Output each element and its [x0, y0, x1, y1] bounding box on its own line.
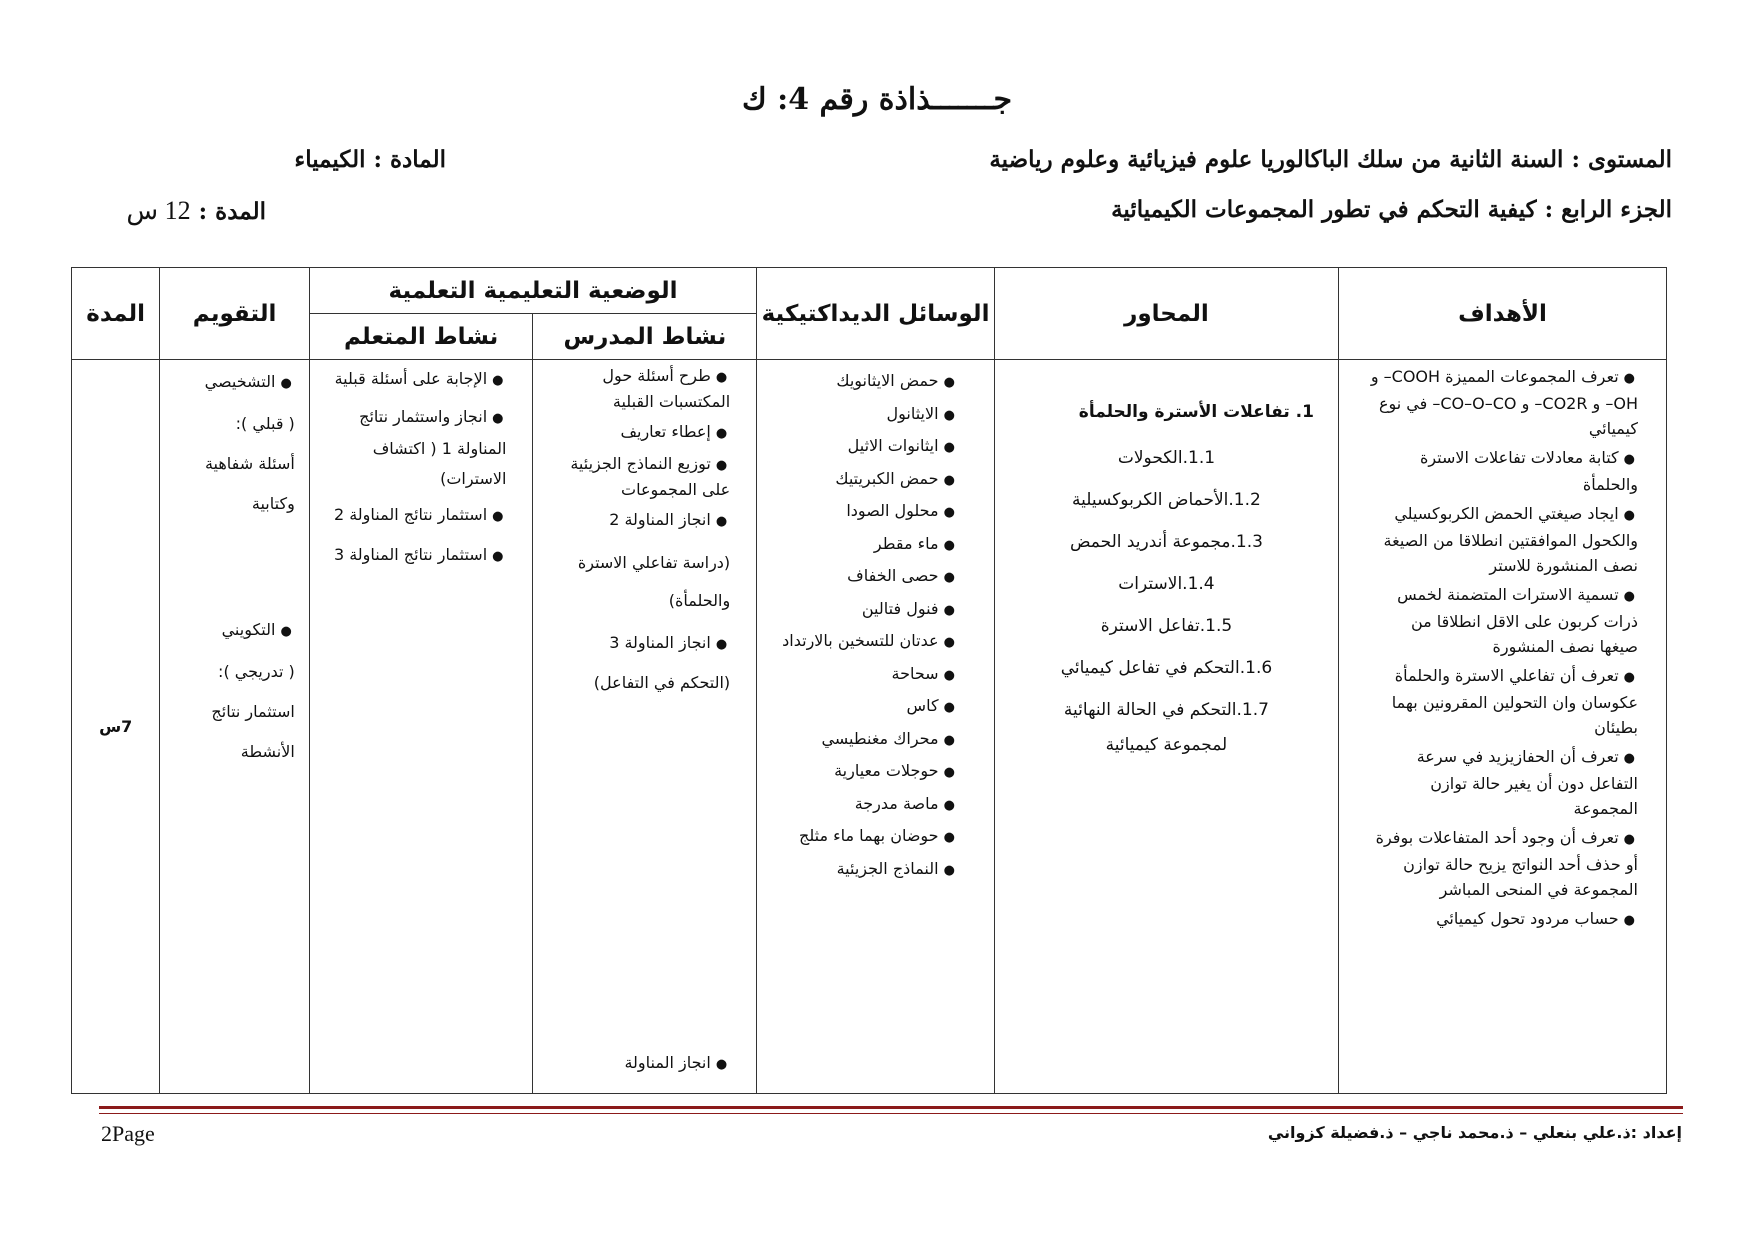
list-item: ●محلول الصودا — [846, 501, 955, 520]
list-item: ●انجاز واستثمار نتائج المناولة 1 ( اكتشاف الاسترات) — [359, 407, 507, 488]
header-axes: المحاور — [994, 268, 1338, 360]
axes-item: 1.4.الاسترات — [1118, 574, 1215, 594]
list-item: ●ماء مقطر — [873, 533, 955, 553]
axes-cell — [994, 360, 1338, 1094]
list-item: ●انجاز المناولة 2 — [609, 510, 728, 529]
header-tools: الوسائل الديداكتيكية — [757, 268, 995, 360]
learner-cell — [309, 360, 533, 1094]
list-item: ●حساب مردود تحول كيميائي — [1436, 909, 1635, 928]
list-item: ●الايثانول — [886, 403, 955, 423]
evaluation-cell — [160, 360, 309, 1094]
list-item: ●استثمار نتائج المناولة 2 — [333, 505, 504, 524]
duration-label: المدة : — [198, 198, 266, 225]
list-item: ●تعرف أن الحفازيزيد في سرعة التفاعل دون أن يغير حالة توازن المجموعة — [1416, 747, 1638, 818]
list-item: (دراسة تفاعلي الاسترة والحلمأة) — [577, 553, 731, 610]
list-item: ●تسمية الاسترات المتضمنة لخمس ذرات كربون على الاقل انطلاقا من صيغها نصف المنشورة — [1397, 585, 1638, 656]
list-item: ●كاس — [906, 696, 955, 715]
duration-line — [126, 196, 266, 226]
list-item: ●تعرف أن تفاعلي الاسترة والحلمأة عكوسان وان التحولين المقرونين بهما بطيئان — [1391, 666, 1638, 737]
list-item: ●توزيع النماذج الجزيئية على المجموعات — [570, 454, 731, 499]
part-value: كيفية التحكم في تطور المجموعات الكيميائية — [1111, 196, 1537, 223]
subject-label: المادة : — [373, 146, 446, 173]
list-item: ●إعطاء تعاريف — [620, 422, 728, 441]
eval-formative-sub: ( تدريجي ): — [218, 662, 295, 681]
list-item: ●حوضان بهما ماء مثلج — [798, 826, 955, 845]
header-duration: المدة — [72, 268, 160, 360]
header-goals: الأهداف — [1338, 268, 1666, 360]
list-item: ●ايجاد صيغتي الحمض الكربوكسيلي والكحول الموافقتين انطلاقا من الصيغة نصف المنشورة للاستر — [1383, 504, 1638, 575]
list-item: ●ايثانوات الاثيل — [847, 436, 955, 455]
teacher-cell — [533, 360, 757, 1094]
level-label: المستوى : — [1571, 146, 1672, 173]
list-item: ●عدتان للتسخين بالارتداد — [782, 631, 955, 650]
teacher-list — [541, 364, 730, 702]
axes-item: 1.6.التحكم في تفاعل كيميائي — [1060, 658, 1273, 678]
axes-tail: لمجموعة كيميائية — [1105, 735, 1228, 755]
eval-diagnostic: ●التشخيصي — [204, 372, 292, 391]
axes-item: 1.2.الأحماض الكربوكسيلية — [1072, 490, 1261, 510]
eval-diagnostic-sub: ( قبلي ): — [235, 414, 295, 433]
list-item: ●انجاز المناولة 3 — [609, 633, 728, 652]
list-item: ●سحاحة — [891, 663, 955, 683]
footer-authors: إعداد :ذ.علي بنعلي – ذ.محمد ناجي – ذ.فضيلة كزواني — [1267, 1123, 1682, 1142]
list-item: ●ماصة مدرجة — [854, 793, 955, 813]
page-number: 2Page — [101, 1121, 155, 1146]
axes-main: 1. تفاعلات الأسترة والحلمأة — [1078, 402, 1314, 422]
list-item: ●محراك مغنطيسي — [821, 728, 955, 748]
axes-item: 1.7.التحكم في الحالة النهائية — [1063, 700, 1269, 720]
subject-line — [294, 146, 446, 173]
list-item: ●تعرف المجموعات المميزة COOH– و OH– و CO2R– و CO–O–CO– في نوع كيميائي — [1370, 367, 1638, 438]
subject-value: الكيمياء — [294, 146, 366, 173]
list-item: ●الإجابة على أسئلة قبلية — [334, 369, 504, 388]
list-item: (التحكم في التفاعل) — [593, 673, 731, 692]
level-line — [989, 146, 1672, 173]
footer-divider — [99, 1106, 1683, 1109]
eval-formative: ●التكويني — [221, 620, 292, 639]
header-learner: نشاط المتعلم — [309, 314, 533, 360]
list-item: ●فنول فتالين — [861, 598, 955, 618]
duration-value: 12 س — [126, 196, 191, 225]
page-title: جـــــــذاذة رقم 4: ك — [741, 82, 1013, 117]
list-item: ●حمض الكبريتيك — [835, 468, 955, 488]
axes-item: 1.3.مجموعة أندريد الحمض — [1069, 532, 1263, 552]
axes-item: 1.5.تفاعل الاسترة — [1100, 616, 1233, 636]
list-item: ●استثمار نتائج المناولة 3 — [333, 545, 504, 564]
part-line — [1111, 196, 1672, 223]
list-item: ●حصى الخفاف — [847, 566, 955, 585]
footer-divider-thin — [99, 1113, 1683, 1114]
list-item: ●تعرف أن وجود أحد المتفاعلات بوفرة أو حذف أحد النواتج يزيح حالة توازن المجموعة في المنحى المباشر — [1375, 828, 1638, 899]
lesson-plan-table — [71, 267, 1667, 1094]
eval-diagnostic-text: أسئلة شفاهية وكتابية — [204, 454, 295, 513]
header-situation: الوضعية التعليمية التعلمية — [309, 268, 756, 314]
list-item: ●طرح أسئلة حول المكتسبات القبلية — [602, 366, 731, 411]
teacher-last-item: ●انجاز المناولة — [624, 1053, 728, 1072]
header-evaluation: التقويم — [160, 268, 309, 360]
tools-cell — [757, 360, 995, 1094]
list-item: ●النماذج الجزيئية — [836, 858, 955, 878]
part-label: الجزء الرابع : — [1544, 196, 1672, 223]
duration-cell: 7س — [72, 360, 160, 1094]
list-item: ●كتابة معادلات تفاعلات الاسترة والحلمأة — [1419, 448, 1638, 494]
level-value: السنة الثانية من سلك الباكالوريا علوم فيزيائية وعلوم رياضية — [989, 146, 1564, 173]
goals-cell — [1338, 360, 1666, 1094]
learner-list — [318, 364, 507, 574]
list-item: ●حمض الايثانويك — [836, 371, 955, 390]
goals-list — [1369, 364, 1638, 933]
eval-formative-text: استثمار نتائج الأنشطة — [211, 702, 295, 761]
list-item: ●حوجلات معيارية — [834, 761, 955, 780]
axes-item: 1.1.الكحولات — [1117, 448, 1216, 468]
tools-list — [761, 366, 958, 886]
header-teacher: نشاط المدرس — [533, 314, 757, 360]
